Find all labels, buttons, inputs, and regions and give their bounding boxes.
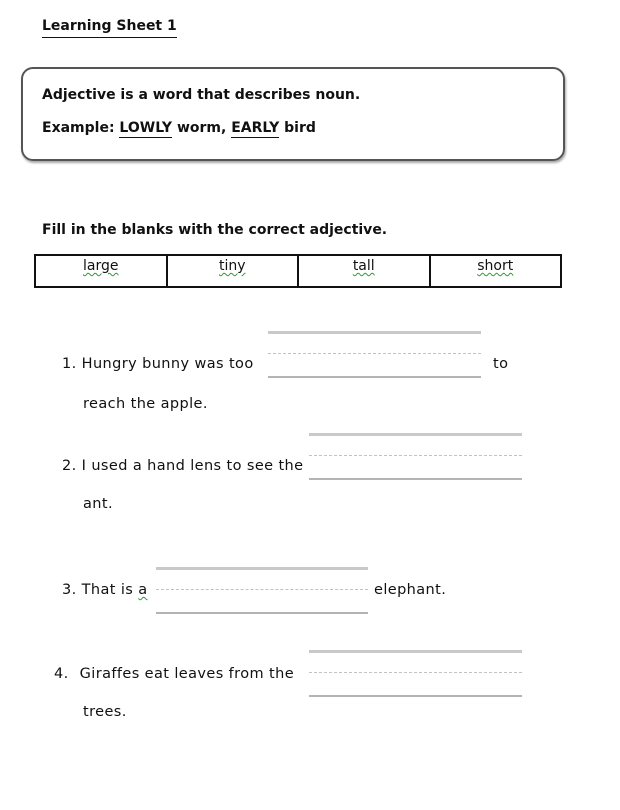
- example-noun-bird: bird: [284, 120, 316, 136]
- definition-box: [21, 67, 565, 161]
- example-adjective-early: EARLY: [231, 120, 280, 136]
- question-text: Giraffes eat leaves from the: [79, 666, 295, 682]
- answer-blank-4[interactable]: [309, 650, 522, 698]
- question-text: That is: [81, 582, 134, 598]
- word-bank-word: large: [83, 258, 119, 274]
- example-adjective-lowly: LOWLY: [119, 120, 173, 136]
- answer-blank-2[interactable]: [309, 433, 522, 481]
- question-continuation: reach the apple.: [83, 396, 208, 412]
- example-noun-worm: worm,: [176, 120, 227, 136]
- word-bank-cell: [298, 255, 430, 287]
- question-text: I used a hand lens to see the: [81, 458, 304, 474]
- question-number: 1.: [62, 356, 77, 372]
- question-continuation: ant.: [83, 496, 113, 512]
- question-number: 3.: [62, 582, 77, 598]
- question-text-after: to: [493, 356, 509, 372]
- word-bank-cell: [430, 255, 562, 287]
- definition-text: Adjective is a word that describes noun.: [42, 87, 361, 103]
- question-continuation: trees.: [83, 704, 127, 720]
- question-2: [62, 458, 303, 474]
- answer-blank-1[interactable]: [268, 331, 481, 379]
- word-bank-cell: [35, 255, 167, 287]
- word-bank-word: tiny: [218, 258, 246, 274]
- example-line: [42, 120, 316, 138]
- question-text: Hungry bunny was too: [81, 356, 254, 372]
- answer-blank-3[interactable]: [156, 567, 368, 615]
- example-label: Example:: [42, 120, 115, 136]
- question-1: [62, 356, 254, 372]
- word-bank-table: [34, 254, 562, 288]
- word-bank-word: tall: [352, 258, 375, 274]
- page-title: Learning Sheet 1: [42, 18, 177, 38]
- question-article: a: [138, 582, 148, 598]
- word-bank-cell: [167, 255, 299, 287]
- question-4: [54, 666, 294, 682]
- question-number: 4.: [54, 666, 69, 682]
- instruction-text: Fill in the blanks with the correct adjective.: [42, 222, 388, 238]
- word-bank-word: short: [477, 258, 514, 274]
- question-number: 2.: [62, 458, 77, 474]
- question-text-after: elephant.: [374, 582, 447, 598]
- question-3: [62, 582, 148, 598]
